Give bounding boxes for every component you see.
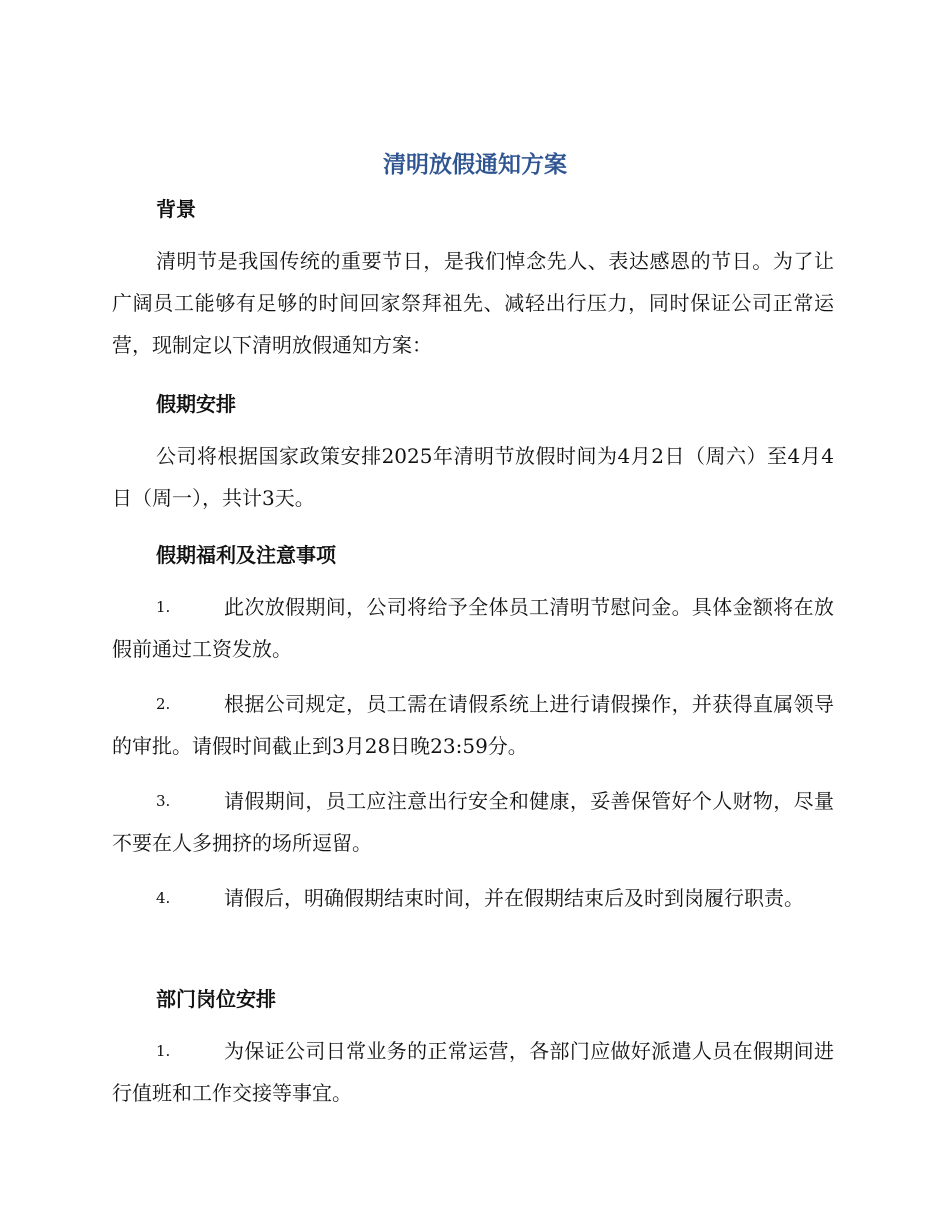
list-item-text: 请假后，明确假期结束时间，并在假期结束后及时到岗履行职责。: [224, 886, 804, 910]
list-item-number: 1.: [156, 1042, 171, 1060]
list-item-number: 4.: [156, 889, 171, 907]
benefit-list-item: [112, 780, 834, 864]
section-heading-benefits: 假期福利及注意事项: [156, 543, 336, 567]
list-item-text: 此次放假期间，公司将给予全体员工清明节慰问金。具体金额将在放假前通过工资发放。: [112, 595, 834, 661]
section-heading-background: 背景: [156, 197, 196, 221]
list-item-text: 为保证公司日常业务的正常运营，各部门应做好派遣人员在假期间进行值班和工作交接等事宜。: [112, 1039, 834, 1105]
background-paragraph: 清明节是我国传统的重要节日，是我们悼念先人、表达感恩的节日。为了让广阔员工能够有足够的时间回家祭拜祖先、减轻出行压力，同时保证公司正常运营，现制定以下清明放假通知方案：: [112, 249, 834, 357]
list-item-text: 根据公司规定，员工需在请假系统上进行请假操作，并获得直属领导的审批。请假时间截止到3月28日晚23:59分。: [112, 692, 834, 758]
list-item-number: 1.: [156, 598, 171, 616]
holiday-paragraph: 公司将根据国家政策安排2025年清明节放假时间为4月2日（周六）至4月4日（周一），共计3天。: [112, 444, 834, 510]
document-title: 清明放假通知方案: [383, 152, 567, 178]
benefit-list-item: [112, 586, 834, 670]
section-heading-departments: 部门岗位安排: [156, 987, 276, 1011]
benefit-list-item: [112, 877, 834, 919]
list-item-number: 3.: [156, 792, 171, 810]
department-list-item: [112, 1030, 834, 1114]
section-heading-holiday: 假期安排: [156, 392, 236, 416]
list-item-number: 2.: [156, 695, 171, 713]
benefit-list-item: [112, 683, 834, 767]
list-item-text: 请假期间，员工应注意出行安全和健康，妥善保管好个人财物，尽量不要在人多拥挤的场所逗留。: [112, 789, 834, 855]
